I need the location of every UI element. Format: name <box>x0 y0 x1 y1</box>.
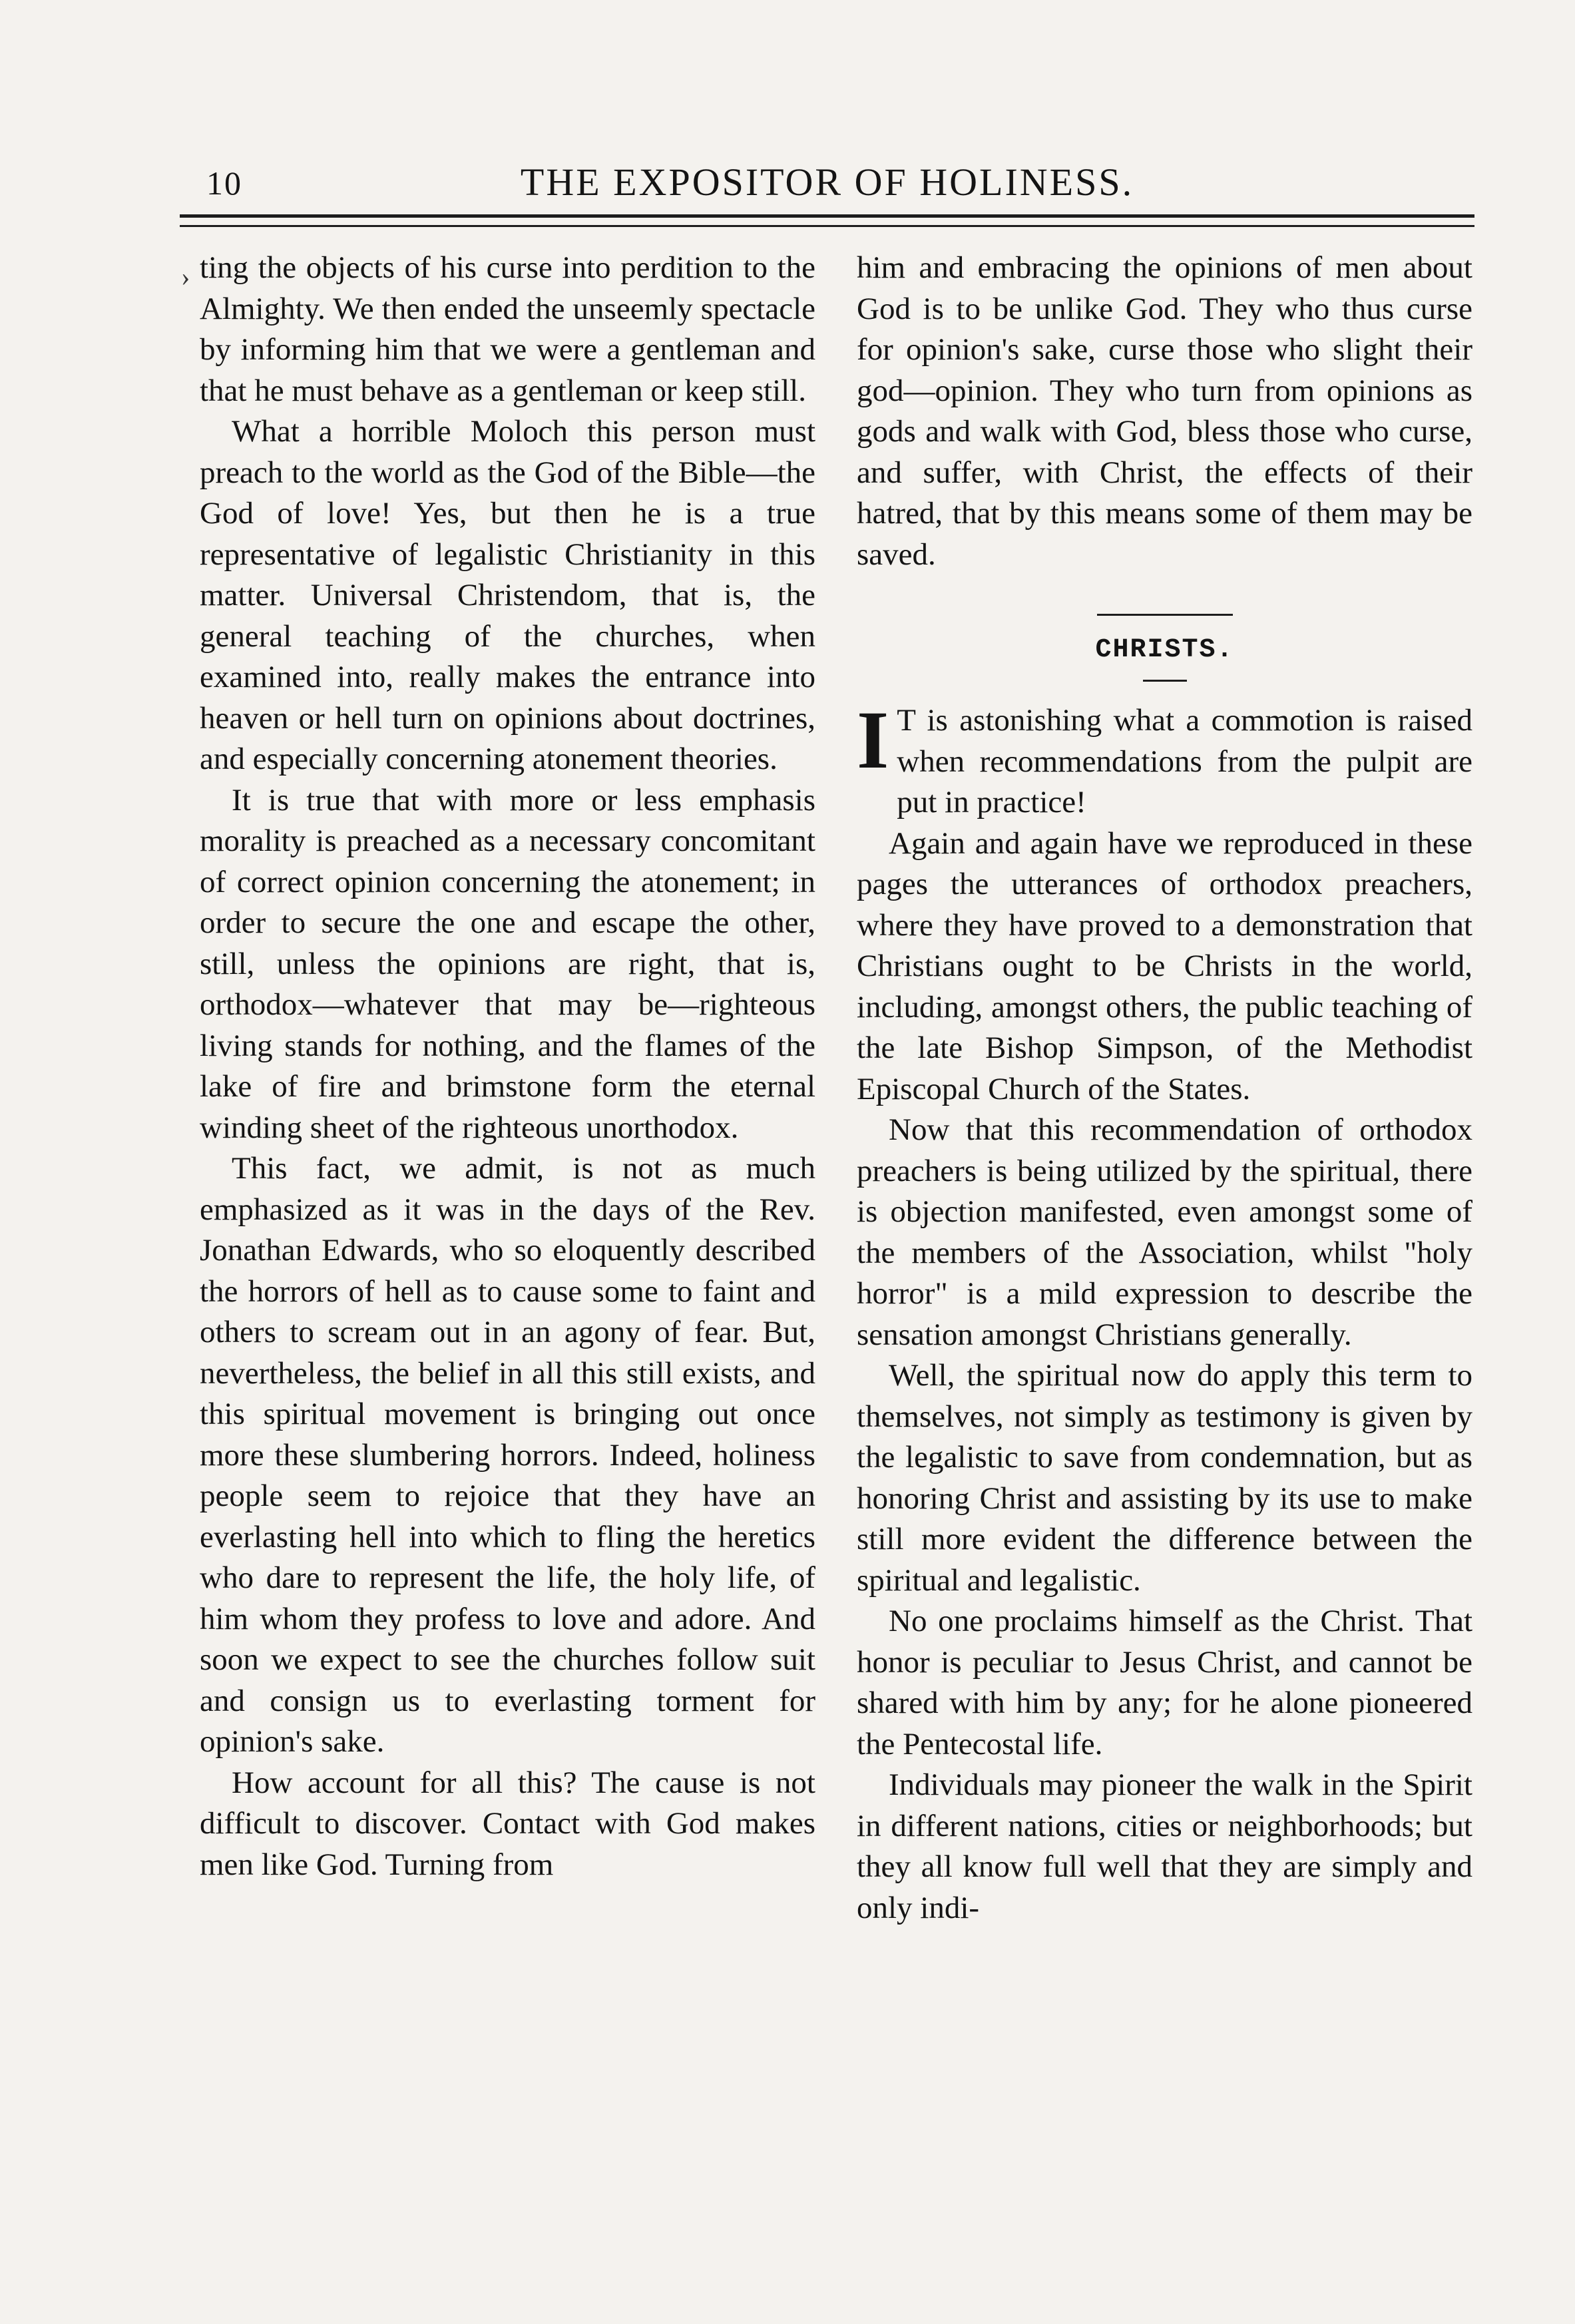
right-paragraph-opening: him and embracing the opinions of men about God is to be unlike God. They who thus curse for opinion's sake, curse those who slight their god—opinion. They who turn from opinions as gods and walk with God, bless those who curse, and suffer, with Christ, the effects of their hatred, that by this means some of them may be saved. <box>857 250 1472 572</box>
left-paragraph-4: This fact, we admit, is not as much emphasized as it was in the days of the Rev. Jonathan Edwards, who so eloquently described the horrors of hell as to cause some to faint and others to scream out in an agony of fear. But, nevertheless, the belief in all this still exists, and this spiritual movement is bringing out once more these slumbering horrors. Indeed, holiness people seem to rejoice that they have an everlasting hell into which to fling the heretics who dare to represent the life, the holy life, of him whom they profess to love and adore. And soon we expect to see the churches follow suit and consign us to everlasting torment for opinion's sake. <box>200 1151 815 1759</box>
left-paragraph-5: How account for all this? The cause is not difficult to discover. Contact with God makes men like God. Turning from <box>200 1765 815 1882</box>
margin-mark: › <box>181 262 190 292</box>
right-paragraph-3: Well, the spiritual now do apply this term to themselves, not simply as testimony is given by the legalistic to save from condemnation, but as honoring Christ and assisting by its use to make still more evident the difference between the spiritual and legalistic. <box>857 1358 1472 1598</box>
left-paragraph-1: ting the objects of his curse into perdition to the Almighty. We then ended the unseemly spectacle by informing him that we were a gentleman and that he must behave as a gentleman or keep still. <box>200 250 815 408</box>
page-number: 10 <box>206 164 242 202</box>
section-separator <box>1097 614 1233 616</box>
section-title-underline <box>1143 680 1187 682</box>
page-header <box>180 158 1474 210</box>
left-column <box>200 248 815 1885</box>
drop-cap: I <box>857 694 889 786</box>
header-rule-thick <box>180 214 1474 218</box>
dropcap-paragraph-text: T is astonishing what a commotion is raised when recommendations from the pulpit are put in practice! <box>897 703 1472 819</box>
right-column <box>857 248 1472 1929</box>
header-rule-thin <box>180 225 1474 227</box>
section-title: CHRISTS. <box>1095 635 1234 665</box>
right-paragraph-5: Individuals may pioneer the walk in the Spirit in different nations, cities or neighborhoods; but they all know full well that they are simply and only indi- <box>857 1767 1472 1925</box>
left-paragraph-3: It is true that with more or less emphasis morality is preached as a necessary concomitant of correct opinion concerning the atonement; in order to secure the one and escape the other, still, unless the opinions are right, that is, orthodox—whatever that may be—righteous living stands for nothing, and the flames of the lake of fire and brimstone form the eternal winding sheet of the righteous unorthodox. <box>200 782 815 1145</box>
right-paragraph-4: No one proclaims himself as the Christ. That honor is peculiar to Jesus Christ, and cannot be shared with him by any; for he alone pioneered the Pentecostal life. <box>857 1604 1472 1761</box>
right-paragraph-dropcap <box>857 694 1472 823</box>
right-paragraph-2: Now that this recommendation of orthodox preachers is being utilized by the spiritual, there is objection manifested, even amongst some of the members of the Association, whilst "holy horror" is a mild expression to describe the sensation amongst Christians generally. <box>857 1112 1472 1352</box>
right-paragraph-1: Again and again have we reproduced in these pages the utterances of orthodox preachers, where they have proved to a demonstration that Christians ought to be Christs in the world, including, amongst others, the public teaching of the late Bishop Simpson, of the Methodist Episcopal Church of the States. <box>857 825 1472 1106</box>
left-paragraph-2: What a horrible Moloch this person must preach to the world as the God of the Bible—the God of love! Yes, but then he is a true representative of legalistic Christianity in this matter. Universal Christendom, that is, the general teaching of the churches, when examined into, really makes the entrance into heaven or hell turn on opinions about doctrines, and especially concerning atonement theories. <box>200 414 815 776</box>
running-title: THE EXPOSITOR OF HOLINESS. <box>520 160 1134 204</box>
